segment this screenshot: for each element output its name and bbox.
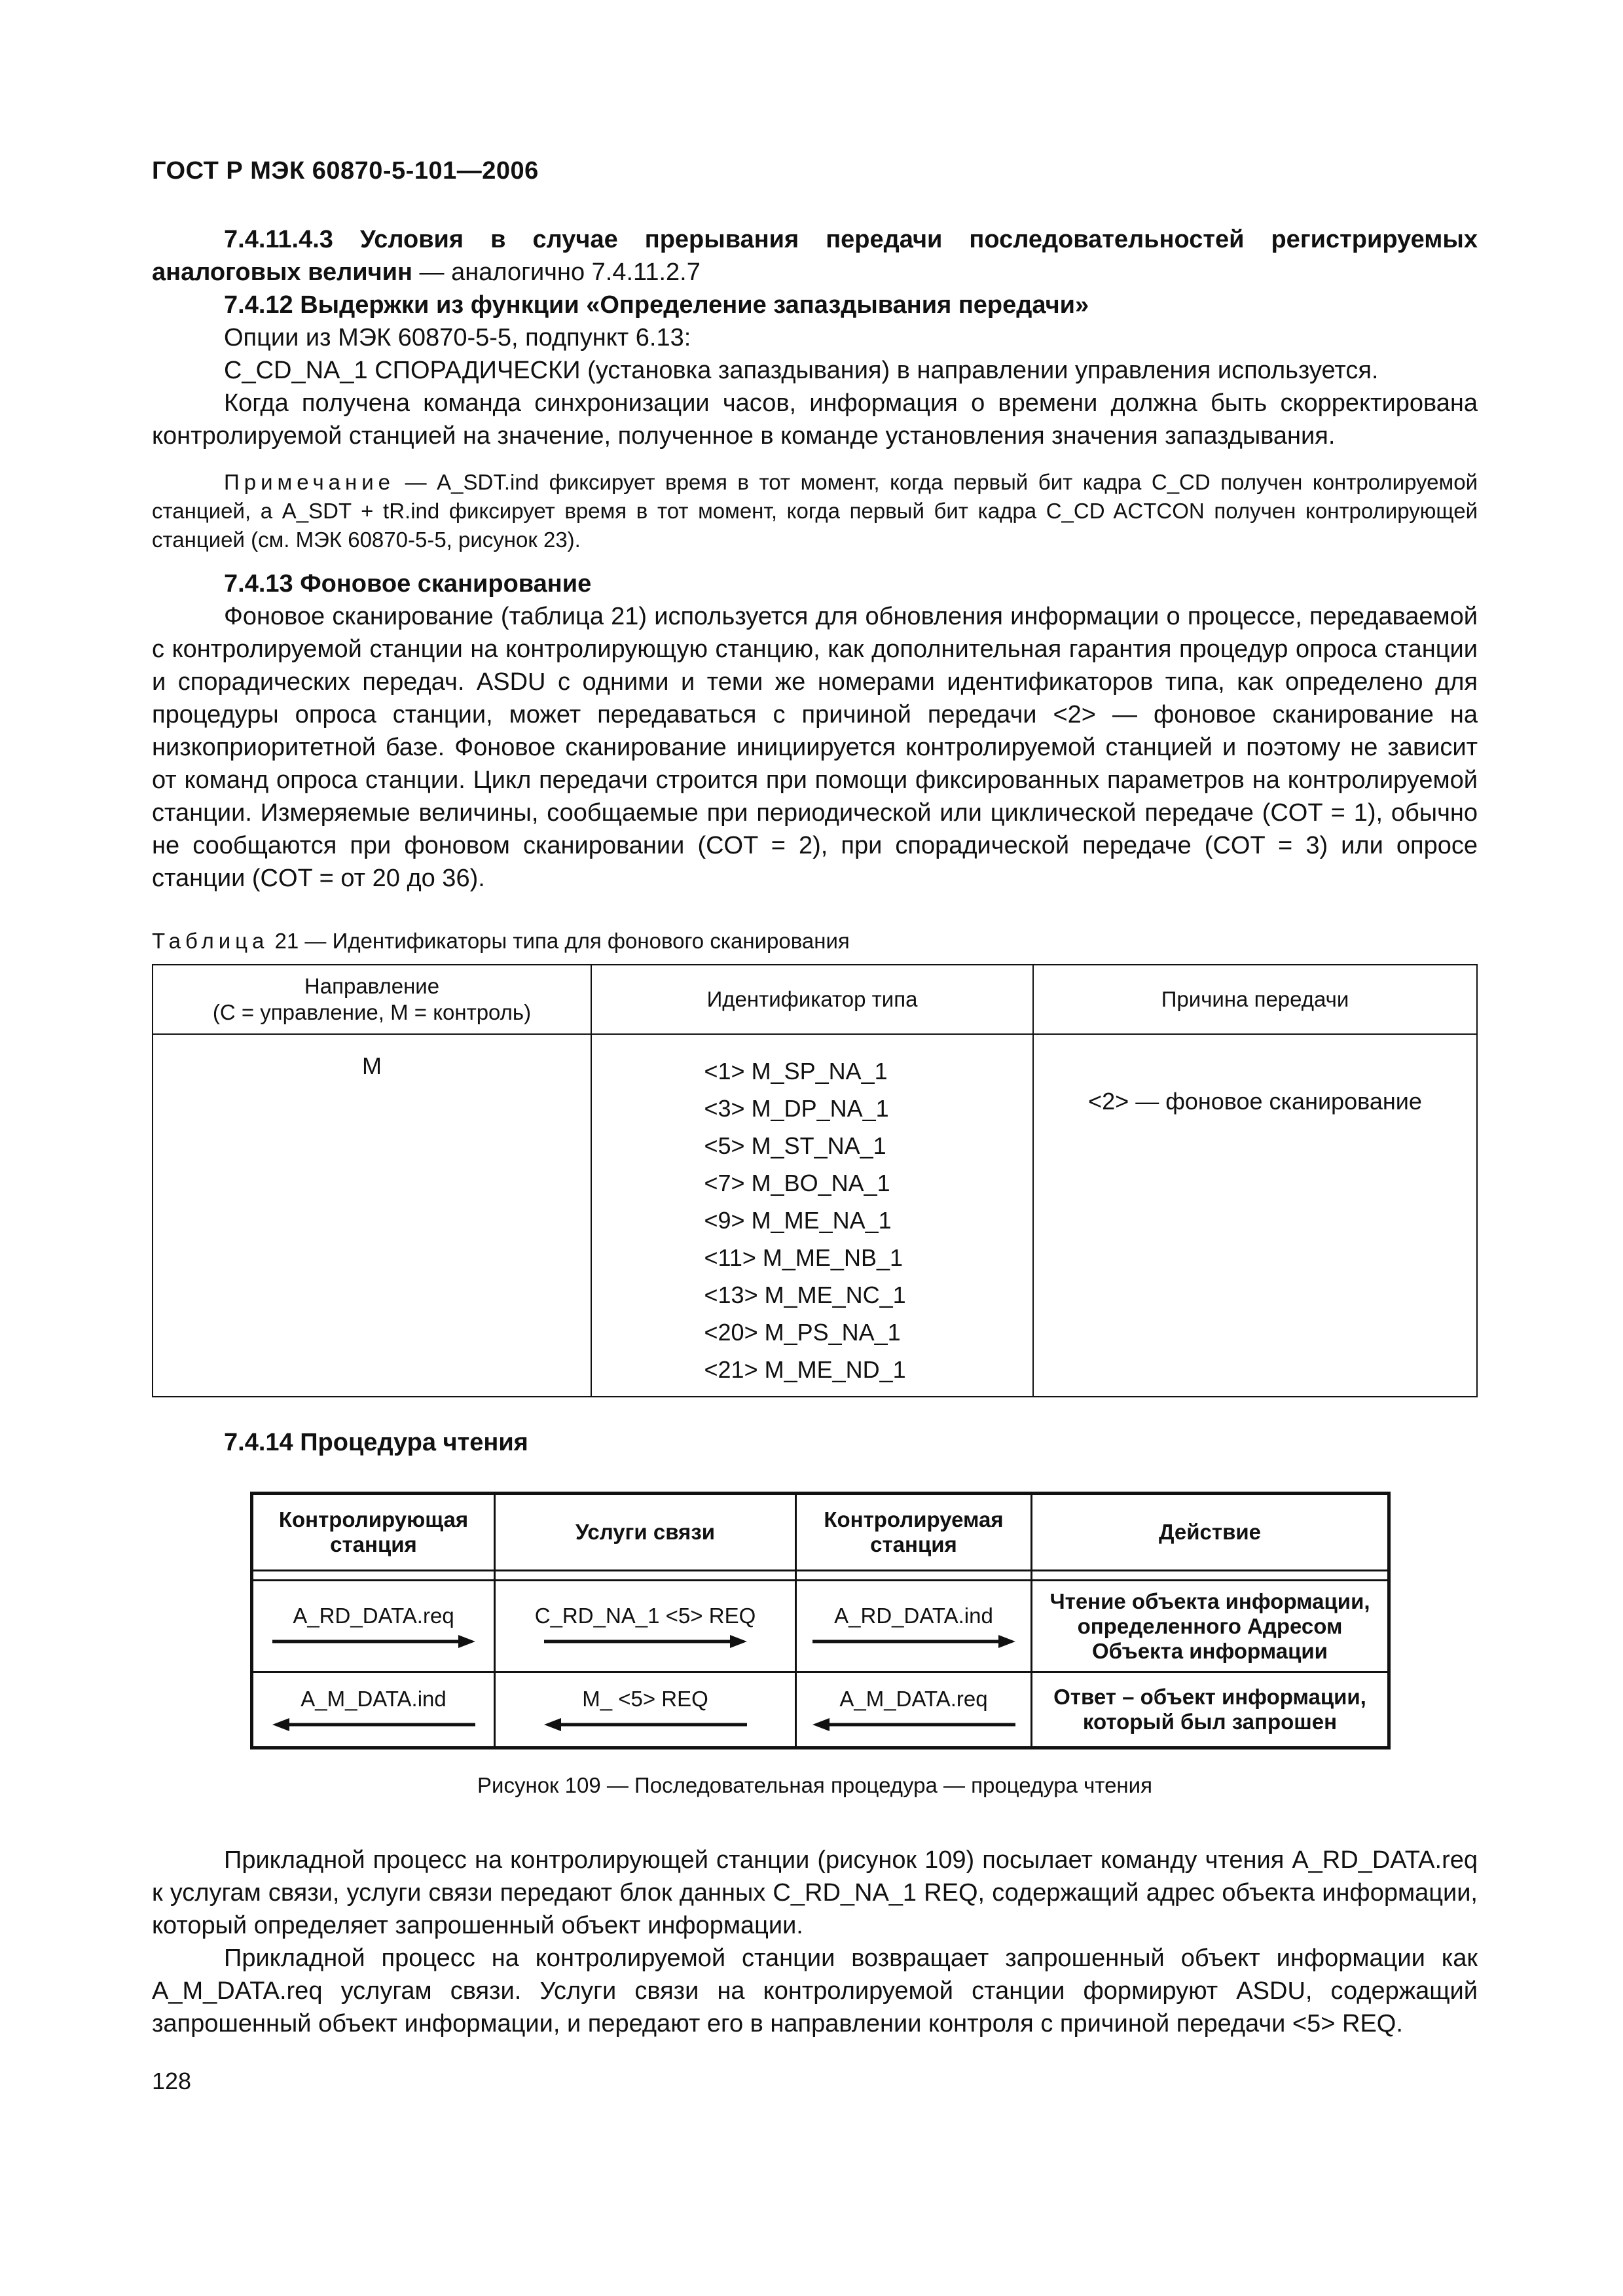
header-direction: Направление [304,974,440,998]
table-caption-label: Таблица [152,929,269,953]
paragraph: Прикладной процесс на контролируемой станции возвращает запрошенный объект информации как A_M_DATA.req услугам связи. Услуги связи на контролируемой станции формируют ASDU, содержащий запрошенный объект информации, и передают его в направлении контроля с причиной передачи <5> REQ. [152,1945,1478,2037]
type-id: <5> M_ST_NA_1 [704,1132,886,1159]
page-number: 128 [152,2068,192,2094]
table-21-caption [152,929,1478,954]
arrow-right-icon [544,1634,747,1649]
table-cell [1033,1034,1477,1397]
document-page [152,157,1478,2095]
note-text: — A_SDT.ind фиксирует время в тот момент, когда первый бит кадра C_CD получен контролируемой станцией, а A_SDT + tR.ind фиксирует время в тот момент, когда первый бит кадра C_CD ACTCON получен контролирующей станцией (см. МЭК 60870-5-5, рисунок 23). [152,470,1478,552]
direction-value: M [362,1052,382,1079]
primitive-label: M_ <5> REQ [582,1687,708,1711]
paragraph: Фоновое сканирование (таблица 21) используется для обновления информации о процессе, передаваемой с контролируемой станции на контролирующую станцию, как дополнительная гарантия процедур опроса станции и спорадических передач. ASDU с одними и теми же номерами идентификаторов типа, как определено для процедуры опроса станции, может передаваться с причиной передачи <2> — фоновое сканирование на низкоприоритетной базе. Фоновое сканирование инициируется контролируемой станцией и поэтому не зависит от команд опроса станции. Цикл передачи строится при помощи фиксированных параметров на контролируемой станции. Измеряемые величины, сообщаемые при периодической или циклической передаче (COT = 1), обычно не сообщаются при фоновом сканировании (COT = 2), при спорадической передаче (COT = 3) или опросе станции (COT = от 20 до 36). [152,603,1478,892]
header-direction-sub: (C = управление, M = контроль) [212,1000,532,1024]
section-title: 7.4.11.4.3 Условия в случае прерывания передачи последовательностей регистрируемых аналоговых величин [152,226,1478,286]
figure-109-table [250,1492,1391,1749]
note-label: Примечание [224,470,395,494]
paragraph: Когда получена команда синхронизации часов, информация о времени должна быть скорректирована контролируемой станцией на значение, полученное в команде установления значения запаздывания. [152,389,1478,450]
arrow-left-icon [812,1717,1015,1732]
type-id: <20> M_PS_NA_1 [704,1319,901,1346]
table-header-cell [153,965,591,1034]
primitive-label: A_RD_DATA.ind [834,1603,993,1628]
figure-row-request [252,1581,1389,1672]
type-id: <9> M_ME_NA_1 [704,1207,892,1234]
primitive-label: A_M_DATA.ind [301,1687,447,1711]
section-7-4-13-title: 7.4.13 Фоновое сканирование [224,570,592,598]
type-id: <3> M_DP_NA_1 [704,1095,889,1122]
figure-cell [252,1581,495,1672]
type-id: <1> M_SP_NA_1 [704,1058,888,1085]
table-cell [153,1034,591,1397]
arrow-right-icon [272,1634,475,1649]
note [152,468,1478,554]
figure-cell [495,1581,796,1672]
section-7-4-11-4-3 [152,223,1478,289]
section-7-4-12-title: 7.4.12 Выдержки из функции «Определение запаздывания передачи» [224,291,1089,319]
figure-header-cell: Действие [1032,1494,1389,1571]
type-id: <7> M_BO_NA_1 [704,1170,890,1196]
type-id: <11> M_ME_NB_1 [704,1244,903,1271]
figure-header-row [252,1494,1389,1571]
figure-header-cell: Контролирующая станция [252,1494,495,1571]
figure-header-cell: Контролируемая станция [796,1494,1032,1571]
figure-separator-row [252,1571,1389,1581]
primitive-label: C_RD_NA_1 <5> REQ [534,1603,756,1628]
primitive-label: A_RD_DATA.req [293,1603,454,1628]
figure-cell [796,1581,1032,1672]
section-text: — аналогично 7.4.11.2.7 [412,259,701,286]
figure-cell [252,1672,495,1748]
arrow-left-icon [544,1717,747,1732]
type-id: <21> M_ME_ND_1 [704,1356,906,1383]
figure-action-cell: Чтение объекта информации, определенного Адресом Объекта информации [1032,1581,1389,1672]
cause-value: <2> — фоновое сканирование [1088,1088,1422,1115]
figure-action-cell: Ответ – объект информации, который был запрошен [1032,1672,1389,1748]
arrow-right-icon [812,1634,1015,1649]
table-caption-text: 21 — Идентификаторы типа для фонового сканирования [268,929,850,953]
table-cell [591,1034,1033,1397]
figure-cell [796,1672,1032,1748]
type-id-list [704,1052,921,1388]
paragraph: Прикладной процесс на контролирующей станции (рисунок 109) посылает команду чтения A_RD_DATA.req к услугам связи, услуги связи передают блок данных C_RD_NA_1 REQ, содержащий адрес объекта информации, который определяет запрошенный объект информации. [152,1846,1478,1939]
figure-row-response [252,1672,1389,1748]
primitive-label: A_M_DATA.req [839,1687,988,1711]
section-7-4-14-title: 7.4.14 Процедура чтения [224,1429,528,1456]
table-header-row [153,965,1477,1034]
paragraph: C_CD_NA_1 СПОРАДИЧЕСКИ (установка запаздывания) в направлении управления используется. [224,357,1379,384]
arrow-left-icon [272,1717,475,1732]
figure-header-cell: Услуги связи [495,1494,796,1571]
document-header: ГОСТ Р МЭК 60870-5-101—2006 [152,157,539,185]
table-21 [152,964,1478,1397]
paragraph: Опции из МЭК 60870-5-5, подпункт 6.13: [224,324,691,351]
figure-109-caption: Рисунок 109 — Последовательная процедура — процедура чтения [477,1773,1152,1797]
table-row [153,1034,1477,1397]
table-header-cell: Идентификатор типа [591,965,1033,1034]
table-header-cell: Причина передачи [1033,965,1477,1034]
figure-cell [495,1672,796,1748]
type-id: <13> M_ME_NC_1 [704,1282,906,1308]
